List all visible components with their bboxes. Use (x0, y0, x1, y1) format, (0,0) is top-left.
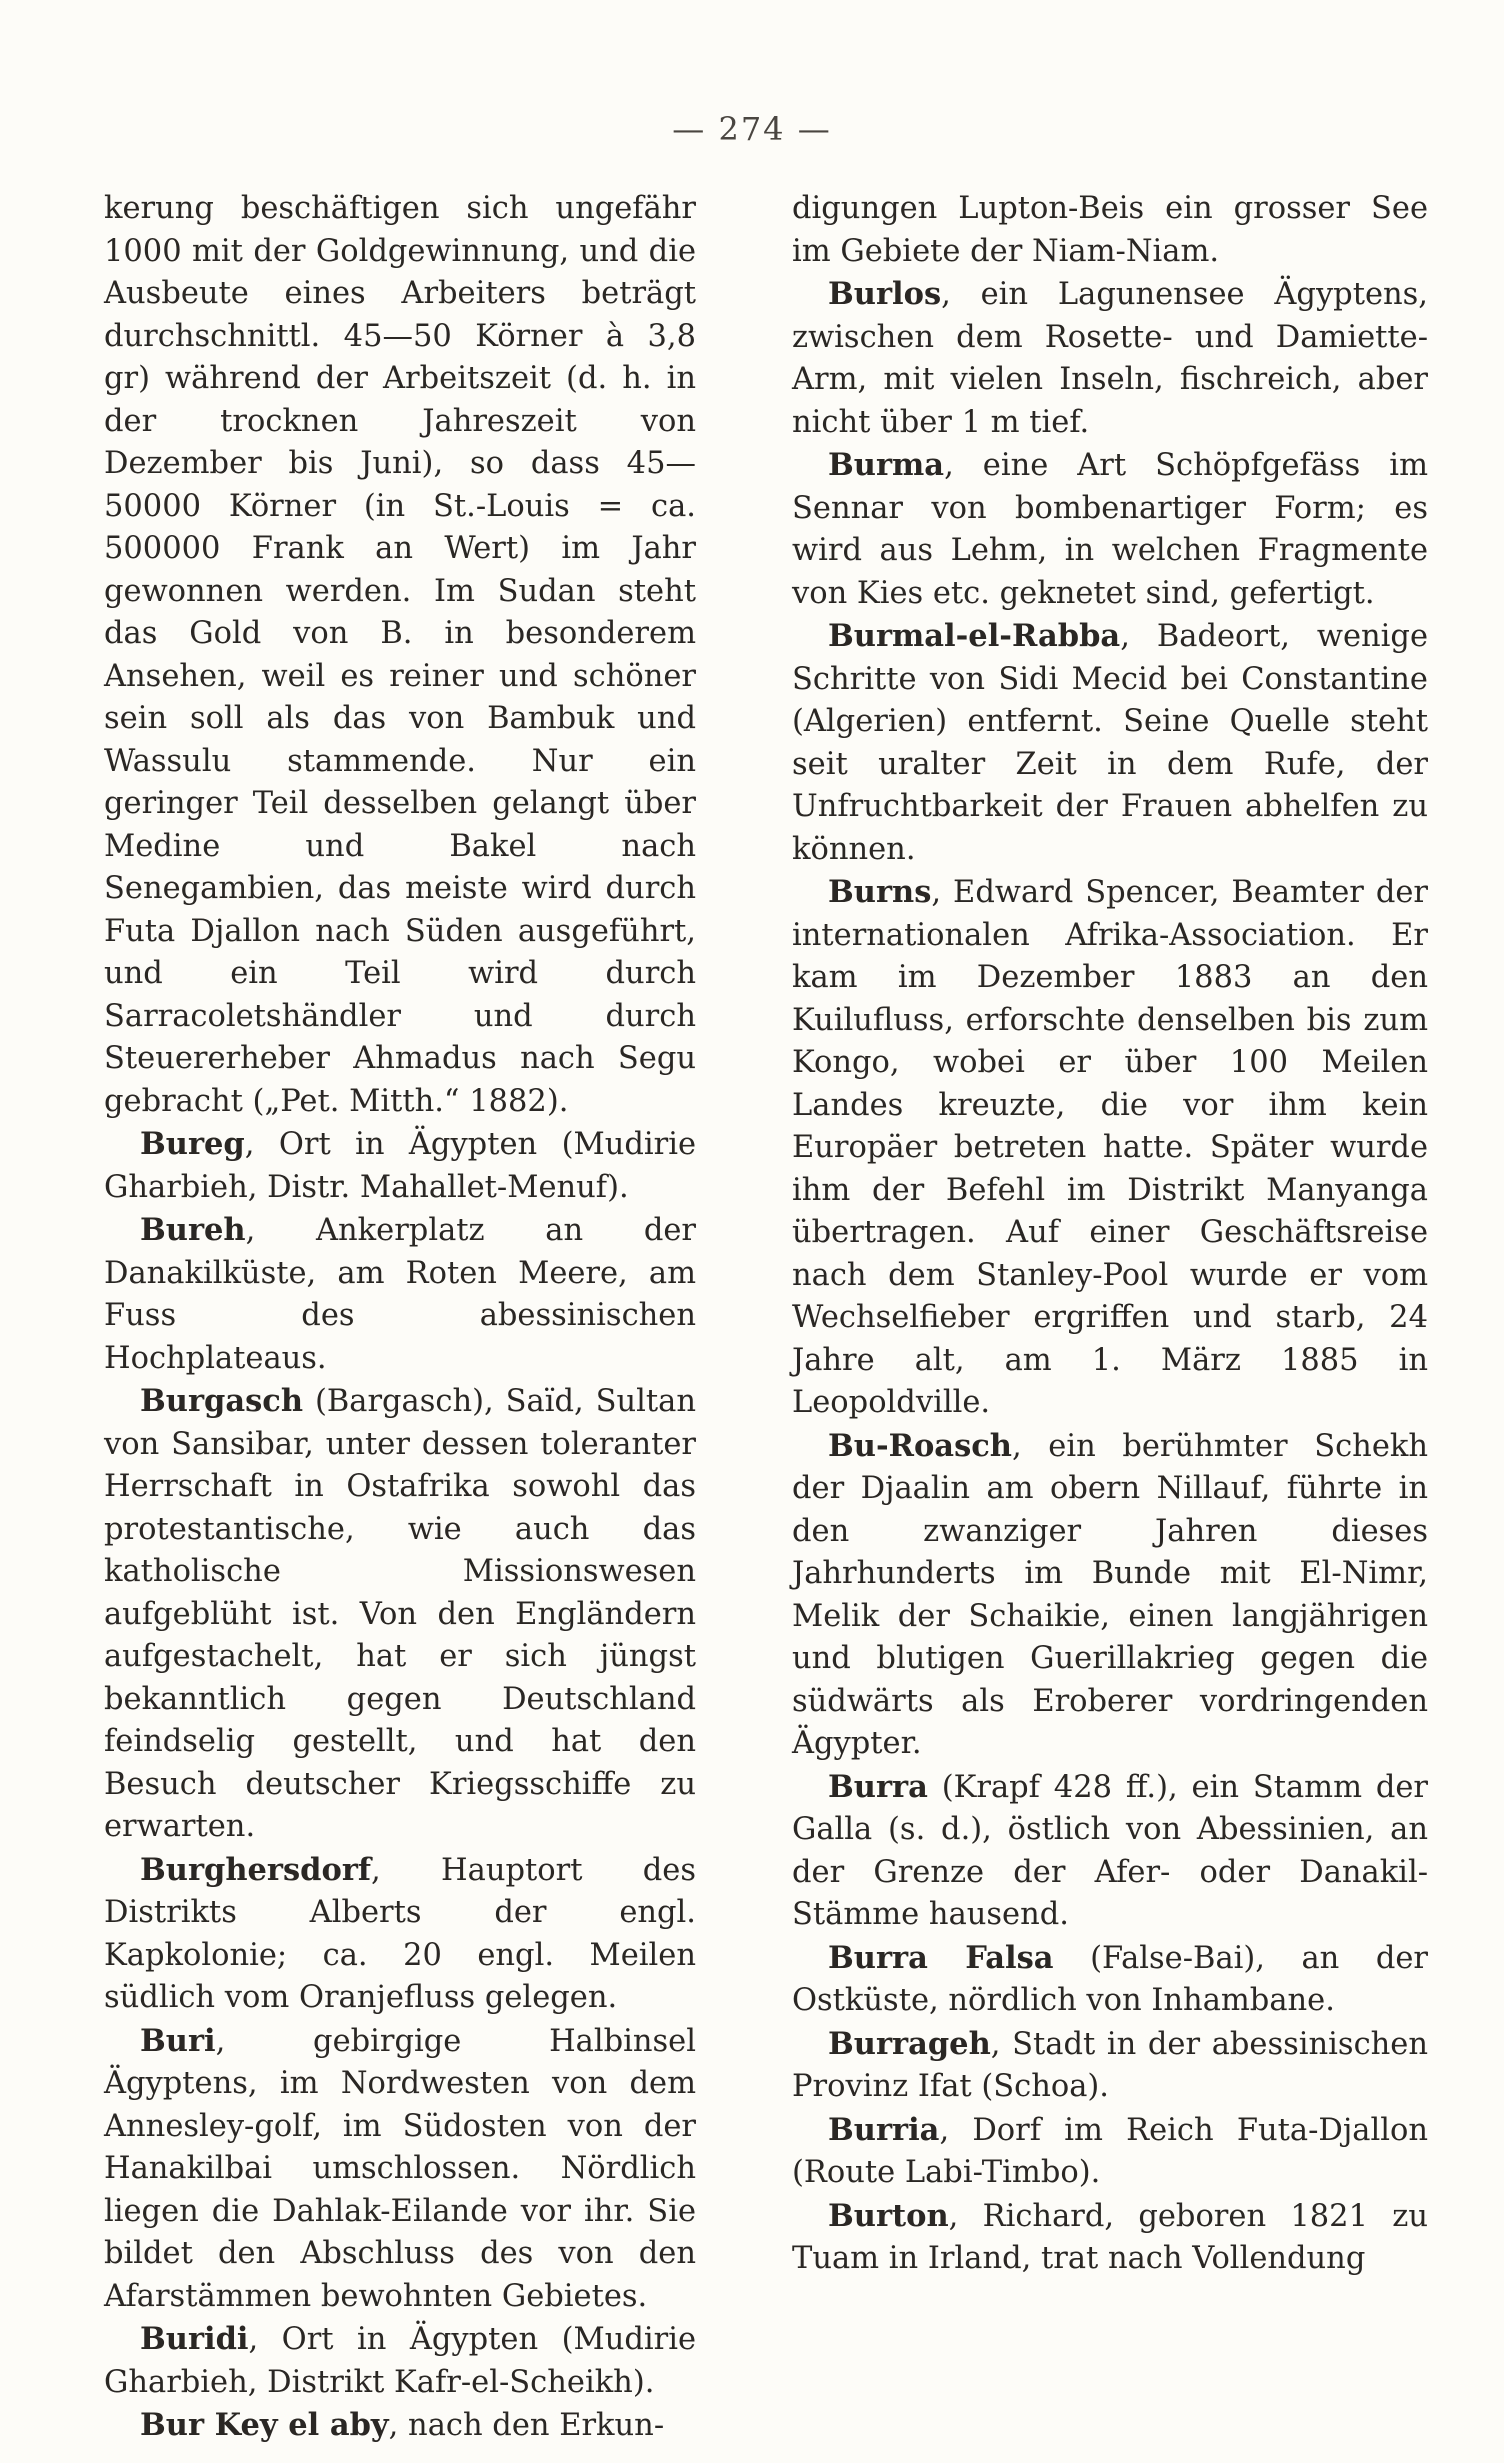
entry-bureg: Bureg, Ort in Ägypten (Mudirie Gharbieh, Distr. Mahallet-Menuf). (104, 1126, 696, 1205)
headword: Buridi (140, 2321, 249, 2357)
entry-burlos: Burlos, ein Lagunensee Ägyptens, zwischen dem Rosette- und Damiette-Arm, mit vielen Inseln, fischreich, aber nicht über 1 m tief. (792, 276, 1428, 440)
headword: Bureg (140, 1126, 245, 1162)
headword: Bureh (140, 1212, 246, 1248)
entry-continued: kerung beschäftigen sich ungefähr 1000 mit der Goldgewinnung, und die Ausbeute eines Arbeiters beträgt durchschnittl. 45—50 Körner à 3,8 gr) während der Arbeitszeit (d. h. in der trocknen Jahreszeit von Dezember bis Juni), so dass 45—50000 Körner (in St.-Louis = ca. 500000 Frank an Wert) im Jahr gewonnen werden. Im Sudan steht das Gold von B. in besonderem Ansehen, weil es reiner und schöner sein soll als das von Bambuk und Wassulu stammende. Nur ein geringer Teil desselben gelangt über Medine und Bakel nach Senegambien, das meiste wird durch Futa Djallon nach Süden ausgeführt, und ein Teil wird durch Sarracoletshändler und durch Steuererheber Ahmadus nach Segu gebracht („Pet. Mitth.“ 1882). (104, 191, 696, 1119)
right-column (792, 188, 1428, 2281)
entry-buri: Buri, gebirgige Halbinsel Ägyptens, im Nordwesten von dem Anneslеy-golf, im Südosten von der Hanakilbai umschlossen. Nördlich liegen die Dahlak-Eilande vor ihr. Sie bildet den Abschluss des von den Afarstämmen bewohnten Gebietes. (104, 2022, 696, 2314)
entry-burmal-el-rabba: Burmal-el-Rabba, Badeort, wenige Schritte von Sidi Mecid bei Constantine (Algerien) entfernt. Seine Quelle steht seit uralter Zeit in dem Rufe, der Unfruchtbarkeit der Frauen abhelfen zu können. (792, 618, 1428, 867)
entry-burns: Burns, Edward Spencer, Beamter der internationalen Afrika-Association. Er kam im Dezember 1883 an den Kuilufluss, erforschte denselben bis zum Kongo, wobei er über 100 Meilen Landes kreuzte, die vor ihm kein Europäer betreten hatte. Später wurde ihm der Befehl im Distrikt Manyanga übertragen. Auf einer Geschäftsreise nach dem Stanley-Pool wurde er vom Wechselfieber ergriffen und starb, 24 Jahre alt, am 1. März 1885 in Leopoldville. (792, 874, 1428, 1420)
headword: Burgasch (140, 1383, 304, 1419)
entry-burghersdorf: Burghersdorf, Hauptort des Distrikts Alberts der engl. Kapkolonie; ca. 20 engl. Meilen südlich vom Oranjefluss gelegen. (104, 1851, 696, 2015)
headword: Burlos (828, 276, 942, 312)
entry-burrageh: Burrageh, Stadt in der abessinischen Provinz Ifat (Schoa). (792, 2025, 1428, 2104)
entry-bur-key-el-aby: Bur Key el aby, nach den Erkun- (140, 2407, 665, 2443)
headword: Burra Falsa (828, 1939, 1054, 1976)
headword: Burria (828, 2111, 940, 2148)
headword: Bur Key el aby (140, 2407, 389, 2443)
headword: Burra (828, 1768, 928, 1805)
left-column (104, 188, 696, 2448)
entry-continued: digungen Lupton-Beis ein grosser See im Gebiete der Niam-Niam. (792, 191, 1428, 269)
headword: Burrageh (828, 2025, 991, 2062)
entry-burra: Burra (Krapf 428 ff.), ein Stamm der Galla (s. d.), östlich von Abessinien, an der Grenze der Afer- oder Danakil-Stämme hausend. (792, 1768, 1428, 1932)
entry-burria: Burria, Dorf im Reich Futa-Djallon (Route Labi-Timbo). (792, 2111, 1428, 2190)
entry-burma: Burma, eine Art Schöpfgefäss im Sennar von bombenartiger Form; es wird aus Lehm, in welchen Fragmente von Kies etc. geknetet sind, gefertigt. (792, 447, 1428, 611)
headword: Burghersdorf (140, 1851, 372, 1888)
headword: Burmal-el-Rabba (828, 618, 1121, 654)
entry-burgasch: Burgasch (Bargasch), Saïd, Sultan von Sansibar, unter dessen toleranter Herrschaft in Ostafrika sowohl das protestantische, wie auch das katholische Missionswesen aufgeblüht ist. Von den Engländern aufgestachelt, hat er sich jüngst bekanntlich gegen Deutschland feindselig gestellt, und hat den Besuch deutscher Kriegsschiffe zu erwarten. (104, 1383, 696, 1844)
headword: Burns (828, 874, 932, 910)
headword: Buri (140, 2022, 216, 2059)
entry-burton: Burton, Richard, geboren 1821 zu Tuam in Irland, trat nach Vollendung (792, 2197, 1428, 2276)
entry-burra-falsa: Burra Falsa (False-Bai), an der Ostküste, nördlich von Inhambane. (792, 1939, 1429, 2018)
headword: Burma (828, 447, 945, 483)
entry-bureh: Bureh, Ankerplatz an der Danakilküste, am Roten Meere, am Fuss des abessinischen Hochplateaus. (104, 1212, 696, 1376)
headword: Bu-Roasch (828, 1427, 1012, 1464)
headword: Burton (828, 2197, 949, 2234)
entry-buridi: Buridi, Ort in Ägypten (Mudirie Gharbieh, Distrikt Kafr-el-Scheikh). (104, 2321, 696, 2400)
page-number: — 274 — (672, 110, 832, 148)
entry-bu-roasch: Bu-Roasch, ein berühmter Schekh der Djaalin am obern Nillauf, führte in den zwanziger Jahren dieses Jahrhunderts im Bunde mit El-Nimr, Melik der Schaikie, einen langjährigen und blutigen Guerillakrieg gegen die südwärts als Eroberer vordringenden Ägypter. (792, 1427, 1428, 1761)
